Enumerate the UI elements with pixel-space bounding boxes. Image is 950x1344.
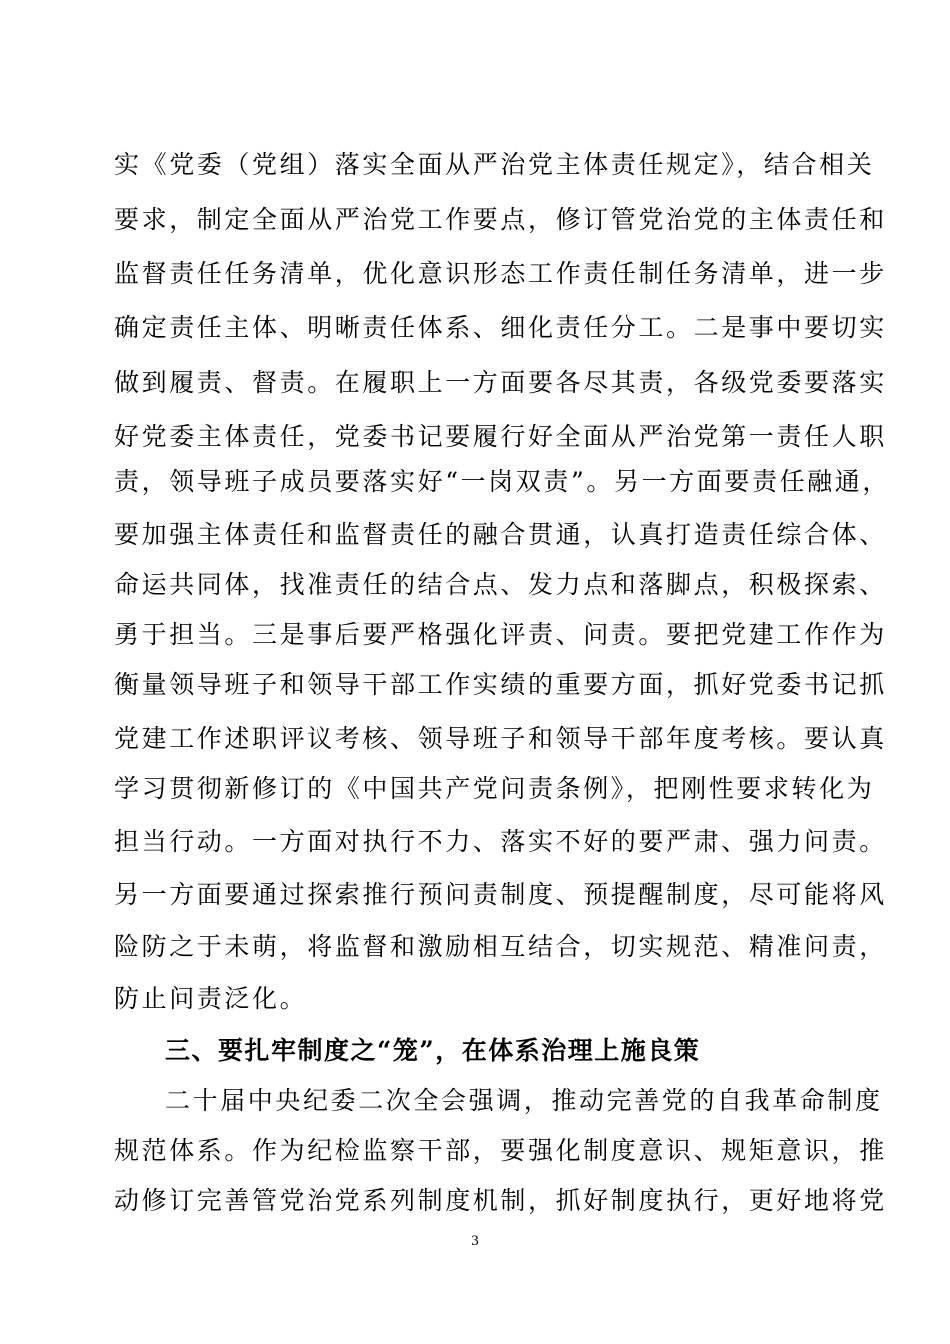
section-heading: 三、要扎牢制度之“笼”，在体系治理上施良策 [165, 1036, 701, 1065]
page-number: 3 [471, 1233, 479, 1249]
text-line: 学习贯彻新修订的《中国共产党问责条例》，把刚性要求转化为 [114, 774, 875, 803]
text-line: 党建工作述职评议考核、领导班子和领导干部年度考核。要认真 [114, 724, 887, 753]
text-line: 勇于担当。三是事后要严格强化评责、问责。要把党建工作作为 [114, 620, 887, 649]
text-line: 好党委主体责任，党委书记要履行好全面从严治党第一责任人职 [114, 422, 887, 451]
text-line: 衡量领导班子和领导干部工作实绩的重要方面，抓好党委书记抓 [114, 670, 887, 699]
text-line: 责，领导班子成员要落实好“一岗双责”。另一方面要责任融通， [114, 467, 890, 496]
text-line: 实《党委（党组）落实全面从严治党主体责任规定》，结合相关 [114, 150, 875, 179]
text-line: 险防之于未萌，将监督和激励相互结合，切实规范、精准问责， [114, 932, 887, 961]
text-line: 担当行动。一方面对执行不力、落实不好的要严肃、强力问责。 [114, 827, 887, 856]
text-line: 二十届中央纪委二次全会强调，推动完善党的自我革命制度 [165, 1086, 883, 1115]
text-line: 动修订完善管党治党系列制度机制，抓好制度执行，更好地将党 [114, 1186, 887, 1215]
text-line: 确定责任主体、明晰责任体系、细化责任分工。二是事中要切实 [114, 313, 887, 342]
text-line: 另一方面要通过探索推行预问责制度、预提醒制度，尽可能将风 [114, 880, 887, 909]
text-line: 命运共同体，找准责任的结合点、发力点和落脚点，积极探索、 [114, 570, 887, 599]
text-line: 规范体系。作为纪检监察干部，要强化制度意识、规矩意识，推 [114, 1136, 887, 1165]
text-line: 防止问责泛化。 [114, 984, 308, 1013]
text-line: 监督责任任务清单，优化意识形态工作责任制任务清单，进一步 [114, 259, 887, 288]
text-line: 要求，制定全面从严治党工作要点，修订管党治党的主体责任和 [114, 205, 887, 234]
text-line: 做到履责、督责。在履职上一方面要各尽其责，各级党委要落实 [114, 368, 887, 397]
text-line: 要加强主体责任和监督责任的融合贯通，认真打造责任综合体、 [114, 520, 887, 549]
